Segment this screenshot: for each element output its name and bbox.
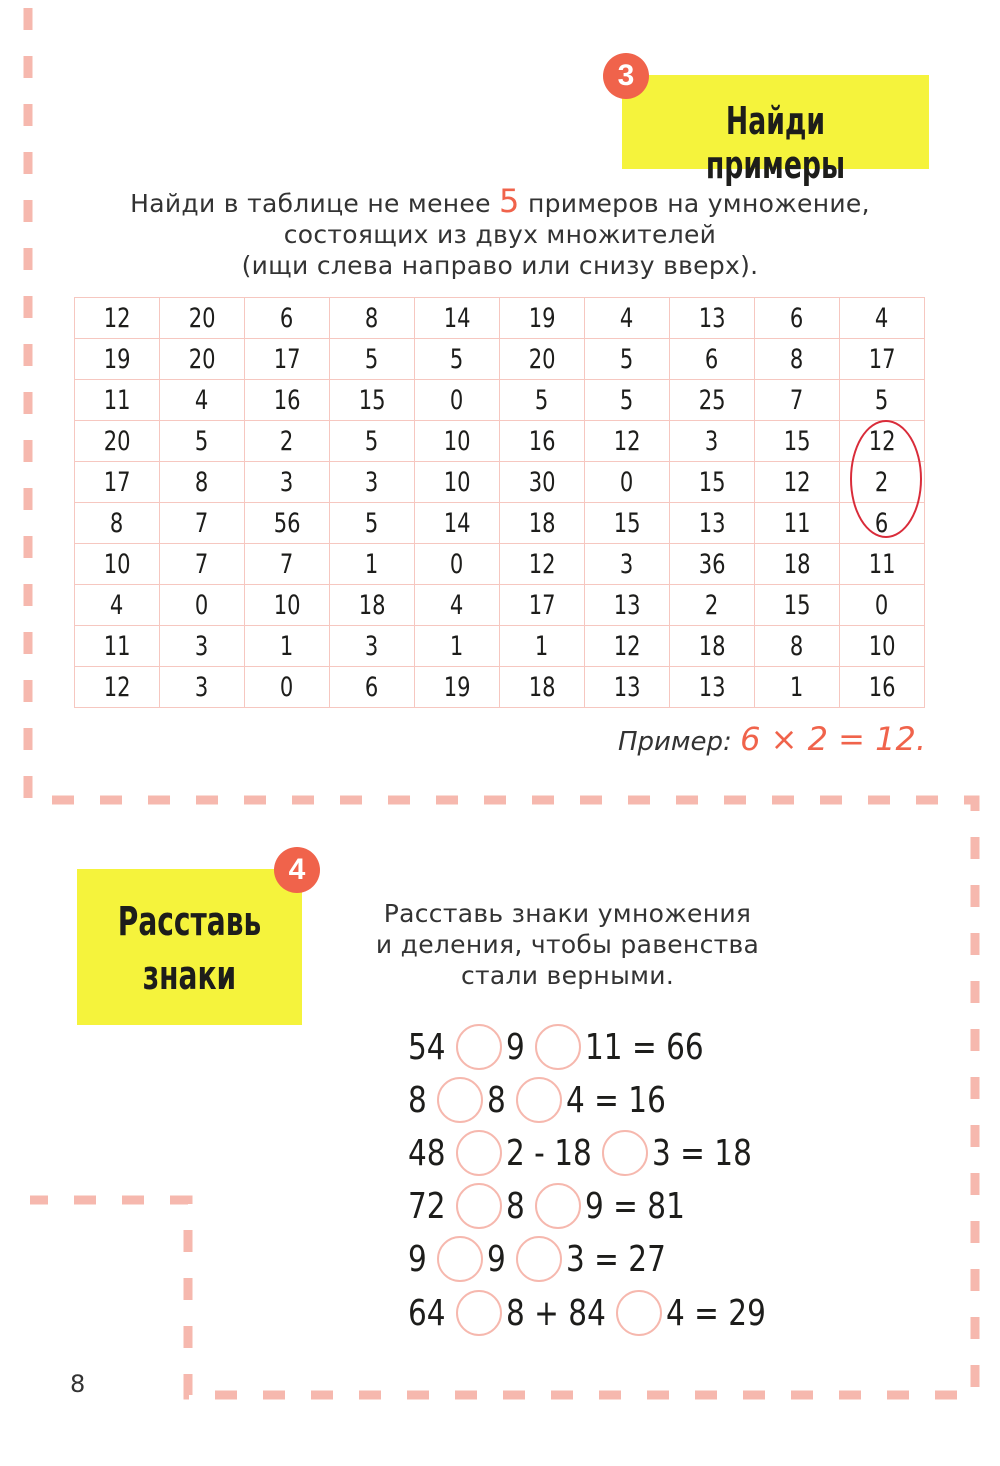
task-4-instruction-line-1: Расставь знаки умножения: [383, 899, 752, 928]
equation-operand-1: 8: [408, 1079, 427, 1121]
grid-cell-value: 12: [528, 548, 556, 580]
grid-cell: [585, 667, 670, 708]
grid-cell: [670, 585, 755, 626]
equation-operand-1: 54: [408, 1026, 446, 1068]
task-3-title: Найди примеры: [705, 99, 846, 187]
grid-cell: [75, 339, 160, 380]
grid-cell: [160, 421, 245, 462]
grid-cell: [160, 667, 245, 708]
grid-cell: [245, 667, 330, 708]
grid-cell: [500, 544, 585, 585]
equation-operand-2: 8: [487, 1079, 506, 1121]
grid-cell-value: 4: [195, 384, 209, 416]
grid-cell-value: 14: [443, 507, 471, 539]
grid-cell-value: 8: [195, 466, 209, 498]
grid-cell: [500, 667, 585, 708]
operator-slot-1[interactable]: [456, 1024, 502, 1070]
example-highlight-oval: [850, 420, 922, 538]
task-4-instruction-line-3: стали верными.: [460, 961, 675, 990]
equation-result: 11 = 66: [585, 1026, 704, 1068]
instruction-text-start: Найди в таблице не менее: [130, 189, 500, 218]
task-3-instruction: [60, 182, 940, 281]
grid-cell: [585, 585, 670, 626]
grid-cell-value: 12: [868, 425, 896, 457]
grid-cell: [755, 421, 840, 462]
grid-cell: [75, 503, 160, 544]
grid-cell-value: 13: [613, 589, 641, 621]
grid-cell-value: 15: [698, 466, 726, 498]
grid-row: [75, 503, 925, 544]
grid-cell-value: 16: [273, 384, 301, 416]
grid-cell: [840, 380, 925, 421]
equation-operand-2: 8 + 84: [506, 1292, 606, 1334]
task-4-title-line-2: знаки: [142, 953, 237, 999]
grid-cell-value: 7: [195, 507, 209, 539]
grid-cell-value: 6: [875, 507, 889, 539]
operator-slot-2[interactable]: [616, 1290, 662, 1336]
equation-result: 3 = 18: [652, 1132, 752, 1174]
grid-cell-value: 3: [280, 466, 294, 498]
grid-cell: [840, 339, 925, 380]
grid-cell: [330, 380, 415, 421]
grid-cell-value: 5: [620, 384, 634, 416]
grid-cell-value: 17: [103, 466, 131, 498]
grid-cell-value: 2: [875, 466, 889, 498]
grid-cell-value: 7: [195, 548, 209, 580]
grid-cell-value: 8: [790, 343, 804, 375]
grid-cell: [75, 667, 160, 708]
page-number: 8: [70, 1370, 86, 1398]
grid-cell: [330, 421, 415, 462]
grid-row: [75, 339, 925, 380]
grid-cell: [500, 585, 585, 626]
grid-cell-value: 12: [613, 425, 641, 457]
grid-cell: [500, 298, 585, 339]
grid-cell-value: 7: [280, 548, 294, 580]
grid-cell: [585, 380, 670, 421]
grid-cell: [670, 544, 755, 585]
grid-cell: [415, 339, 500, 380]
grid-cell: [840, 544, 925, 585]
grid-cell: [500, 421, 585, 462]
grid-cell-value: 0: [620, 466, 634, 498]
grid-cell: [330, 667, 415, 708]
grid-cell: [755, 462, 840, 503]
grid-cell: [670, 380, 755, 421]
grid-cell: [330, 585, 415, 626]
grid-cell-value: 1: [535, 630, 549, 662]
grid-cell-value: 5: [450, 343, 464, 375]
grid-cell: [585, 626, 670, 667]
grid-cell-value: 5: [365, 343, 379, 375]
grid-cell: [755, 544, 840, 585]
grid-cell: [415, 544, 500, 585]
grid-cell: [245, 503, 330, 544]
grid-cell-value: 4: [620, 302, 634, 334]
equation-row: [408, 1076, 672, 1124]
grid-cell-value: 17: [868, 343, 896, 375]
grid-cell-value: 6: [280, 302, 294, 334]
grid-cell-value: 18: [358, 589, 386, 621]
grid-cell-value: 16: [868, 671, 896, 703]
grid-cell: [330, 298, 415, 339]
grid-cell-value: 11: [103, 630, 131, 662]
grid-cell-value: 5: [875, 384, 889, 416]
equation-operand-2: 9: [506, 1026, 525, 1068]
instruction-line-2: состоящих из двух множителей: [283, 220, 717, 249]
grid-cell-value: 5: [620, 343, 634, 375]
operator-slot-2[interactable]: [516, 1077, 562, 1123]
operator-slot-2[interactable]: [535, 1024, 581, 1070]
grid-cell-value: 10: [103, 548, 131, 580]
grid-row: [75, 380, 925, 421]
grid-cell-value: 1: [280, 630, 294, 662]
grid-cell: [330, 503, 415, 544]
grid-cell: [840, 298, 925, 339]
grid-cell: [585, 421, 670, 462]
equation-operand-1: 9: [408, 1238, 427, 1280]
grid-cell: [585, 339, 670, 380]
grid-cell: [670, 667, 755, 708]
grid-cell-value: 19: [443, 671, 471, 703]
grid-cell-value: 6: [790, 302, 804, 334]
equation-operand-2: 2 - 18: [506, 1132, 592, 1174]
grid-cell: [75, 544, 160, 585]
grid-cell-value: 0: [450, 548, 464, 580]
grid-cell: [755, 339, 840, 380]
task-4-instruction-line-2: и деления, чтобы равенства: [375, 930, 760, 959]
grid-cell-value: 13: [698, 302, 726, 334]
grid-cell-value: 18: [783, 548, 811, 580]
grid-cell-value: 8: [365, 302, 379, 334]
grid-cell: [755, 298, 840, 339]
instruction-line-3: (ищи слева направо или снизу вверх).: [241, 251, 759, 280]
grid-cell-value: 5: [365, 507, 379, 539]
grid-cell-value: 18: [698, 630, 726, 662]
grid-cell-value: 13: [613, 671, 641, 703]
grid-cell: [160, 585, 245, 626]
grid-cell: [415, 626, 500, 667]
grid-cell-value: 15: [613, 507, 641, 539]
grid-cell: [245, 585, 330, 626]
grid-row: [75, 667, 925, 708]
grid-cell-value: 13: [698, 507, 726, 539]
equation-operand-1: 72: [408, 1185, 446, 1227]
grid-cell: [670, 626, 755, 667]
grid-cell-value: 15: [358, 384, 386, 416]
grid-cell-value: 17: [273, 343, 301, 375]
equation-operand-1: 48: [408, 1132, 446, 1174]
grid-cell: [840, 626, 925, 667]
grid-cell: [160, 626, 245, 667]
grid-cell: [500, 462, 585, 503]
grid-cell-value: 4: [875, 302, 889, 334]
grid-cell-value: 12: [103, 302, 131, 334]
grid-cell-value: 2: [280, 425, 294, 457]
grid-cell: [500, 503, 585, 544]
grid-cell-value: 3: [705, 425, 719, 457]
grid-cell: [755, 626, 840, 667]
grid-cell: [670, 339, 755, 380]
operator-slot-2[interactable]: [602, 1130, 648, 1176]
task-4-title-box: [77, 869, 302, 1025]
grid-cell: [755, 503, 840, 544]
operator-slot-1[interactable]: [456, 1183, 502, 1229]
operator-slot-1[interactable]: [437, 1236, 483, 1282]
task-4-instruction: [360, 898, 775, 991]
grid-cell-value: 12: [613, 630, 641, 662]
grid-cell-value: 19: [528, 302, 556, 334]
grid-cell: [500, 339, 585, 380]
grid-cell-value: 25: [698, 384, 726, 416]
grid-cell-value: 17: [528, 589, 556, 621]
instruction-text-end: примеров на умножение,: [519, 189, 870, 218]
instruction-count: 5: [499, 182, 520, 220]
grid-cell-value: 3: [365, 466, 379, 498]
grid-cell: [415, 667, 500, 708]
grid-cell-value: 0: [195, 589, 209, 621]
grid-cell: [245, 421, 330, 462]
grid-cell: [75, 462, 160, 503]
number-grid: [74, 297, 925, 708]
grid-cell-value: 5: [195, 425, 209, 457]
equation-operand-2: 8: [506, 1185, 525, 1227]
grid-cell: [415, 462, 500, 503]
operator-slot-1[interactable]: [437, 1077, 483, 1123]
equation-row: [408, 1129, 758, 1177]
grid-cell: [585, 544, 670, 585]
grid-cell: [75, 380, 160, 421]
grid-cell: [160, 380, 245, 421]
operator-slot-1[interactable]: [456, 1130, 502, 1176]
grid-cell-value: 36: [698, 548, 726, 580]
grid-cell: [415, 421, 500, 462]
grid-cell: [330, 339, 415, 380]
grid-row: [75, 544, 925, 585]
grid-cell-value: 10: [273, 589, 301, 621]
grid-cell-value: 13: [698, 671, 726, 703]
grid-cell: [670, 421, 755, 462]
grid-cell-value: 10: [443, 466, 471, 498]
grid-cell: [755, 585, 840, 626]
task-3-title-box: [622, 75, 929, 187]
grid-cell-value: 0: [875, 589, 889, 621]
grid-cell: [245, 626, 330, 667]
grid-cell-value: 1: [365, 548, 379, 580]
grid-cell-value: 11: [103, 384, 131, 416]
grid-cell-value: 3: [365, 630, 379, 662]
grid-cell-value: 5: [365, 425, 379, 457]
equation-row: [408, 1235, 672, 1283]
grid-cell: [245, 462, 330, 503]
grid-cell: [75, 421, 160, 462]
grid-cell: [245, 380, 330, 421]
grid-cell: [245, 544, 330, 585]
equation-row: [408, 1023, 710, 1071]
operator-slot-1[interactable]: [456, 1290, 502, 1336]
grid-cell-value: 14: [443, 302, 471, 334]
grid-cell-value: 11: [868, 548, 896, 580]
grid-cell-value: 12: [783, 466, 811, 498]
grid-cell: [670, 503, 755, 544]
grid-cell: [585, 298, 670, 339]
equation-result: 4 = 16: [566, 1079, 666, 1121]
grid-cell: [330, 462, 415, 503]
task-4-title-line-1: Расставь: [117, 899, 262, 945]
grid-row: [75, 421, 925, 462]
grid-row: [75, 462, 925, 503]
grid-cell: [415, 503, 500, 544]
example: [618, 720, 926, 758]
grid-row: [75, 298, 925, 339]
grid-cell: [840, 585, 925, 626]
grid-cell-value: 2: [705, 589, 719, 621]
grid-cell: [75, 298, 160, 339]
equation-row: [408, 1182, 691, 1230]
grid-cell-value: 10: [868, 630, 896, 662]
instruction-line-1: [60, 182, 940, 220]
grid-cell-value: 20: [528, 343, 556, 375]
equation-result: 3 = 27: [566, 1238, 666, 1280]
grid-cell-value: 20: [103, 425, 131, 457]
grid-cell: [160, 298, 245, 339]
grid-cell-value: 16: [528, 425, 556, 457]
grid-cell: [75, 585, 160, 626]
grid-cell-value: 1: [790, 671, 804, 703]
grid-cell-value: 0: [450, 384, 464, 416]
grid-cell: [755, 667, 840, 708]
grid-cell: [585, 462, 670, 503]
grid-cell-value: 56: [273, 507, 301, 539]
grid-row: [75, 585, 925, 626]
grid-cell-value: 20: [188, 343, 216, 375]
grid-cell-value: 11: [783, 507, 811, 539]
grid-cell: [330, 544, 415, 585]
grid-cell: [670, 462, 755, 503]
equation-operand-1: 64: [408, 1292, 446, 1334]
grid-cell: [245, 339, 330, 380]
grid-cell-value: 18: [528, 671, 556, 703]
grid-cell: [415, 380, 500, 421]
grid-cell-value: 7: [790, 384, 804, 416]
grid-cell-value: 3: [195, 630, 209, 662]
grid-cell-value: 8: [110, 507, 124, 539]
example-value: 6 × 2 = 12.: [740, 720, 926, 758]
grid-cell-value: 18: [528, 507, 556, 539]
grid-cell: [160, 462, 245, 503]
task-4-title: [102, 895, 278, 1003]
grid-cell-value: 19: [103, 343, 131, 375]
task-4-number-badge: 4: [274, 847, 320, 893]
grid-cell: [840, 667, 925, 708]
grid-cell: [670, 298, 755, 339]
grid-cell: [585, 503, 670, 544]
grid-cell-value: 15: [783, 589, 811, 621]
grid-cell: [75, 626, 160, 667]
grid-cell-value: 10: [443, 425, 471, 457]
grid-cell-value: 3: [195, 671, 209, 703]
grid-cell: [415, 585, 500, 626]
grid-cell-value: 30: [528, 466, 556, 498]
grid-cell: [500, 380, 585, 421]
equation-row: [408, 1289, 772, 1337]
grid-cell: [160, 503, 245, 544]
grid-cell: [755, 380, 840, 421]
task-3-number-badge: 3: [603, 53, 649, 99]
grid-cell: [415, 298, 500, 339]
grid-cell-value: 4: [110, 589, 124, 621]
grid-cell-value: 1: [450, 630, 464, 662]
grid-cell-value: 6: [705, 343, 719, 375]
grid-cell-value: 5: [535, 384, 549, 416]
grid-cell: [160, 544, 245, 585]
grid-cell: [330, 626, 415, 667]
example-label: Пример:: [617, 727, 741, 757]
equation-result: 9 = 81: [585, 1185, 685, 1227]
grid-cell-value: 20: [188, 302, 216, 334]
equation-result: 4 = 29: [666, 1292, 766, 1334]
grid-cell-value: 0: [280, 671, 294, 703]
grid-cell-value: 4: [450, 589, 464, 621]
grid-row: [75, 626, 925, 667]
grid-cell: [245, 298, 330, 339]
grid-cell-value: 8: [790, 630, 804, 662]
grid-cell-value: 12: [103, 671, 131, 703]
grid-cell-value: 15: [783, 425, 811, 457]
grid-cell: [500, 626, 585, 667]
grid-cell-value: 6: [365, 671, 379, 703]
grid-cell-value: 3: [620, 548, 634, 580]
operator-slot-2[interactable]: [535, 1183, 581, 1229]
grid-cell: [160, 339, 245, 380]
equation-operand-2: 9: [487, 1238, 506, 1280]
operator-slot-2[interactable]: [516, 1236, 562, 1282]
